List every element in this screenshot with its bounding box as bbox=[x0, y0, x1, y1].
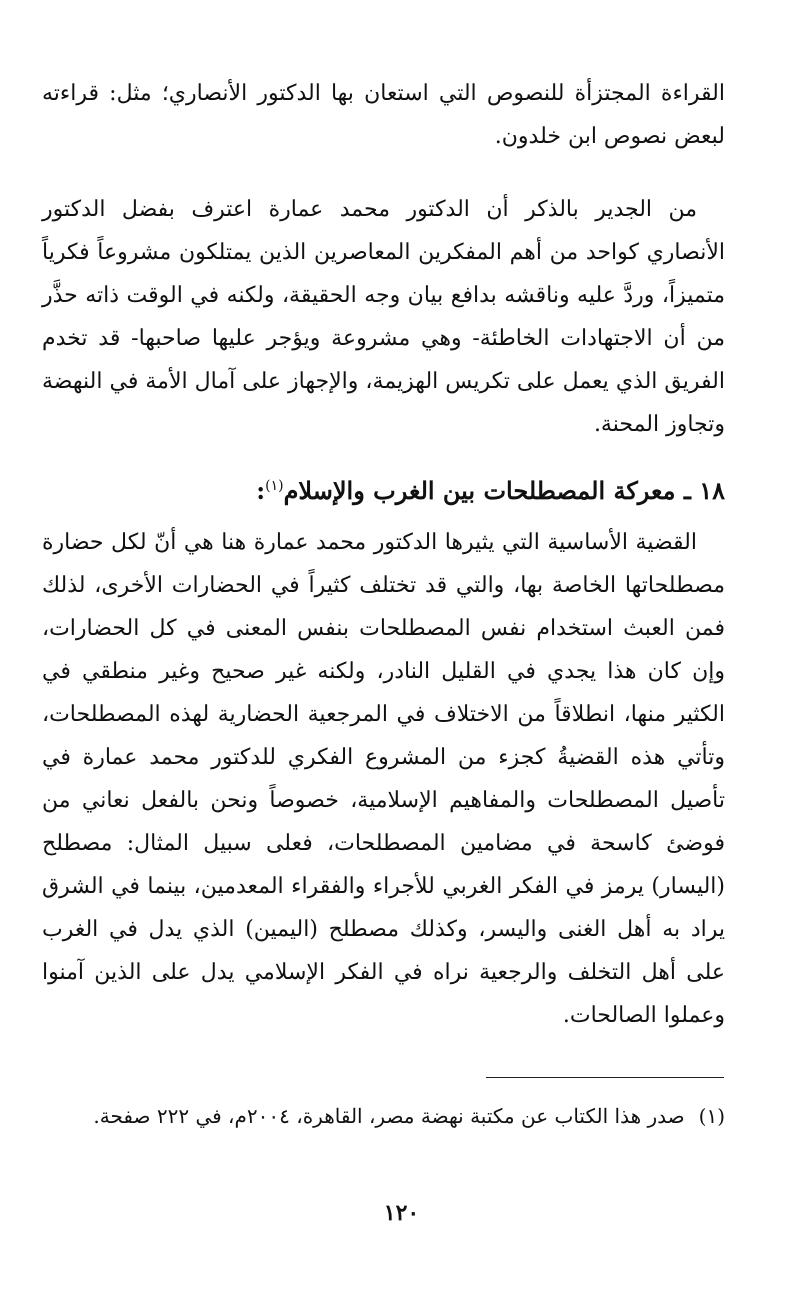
footnote-text: صدر هذا الكتاب عن مكتبة نهضة مصر، القاهرة، ٢٠٠٤م، في ٢٢٢ صفحة. bbox=[93, 1104, 685, 1128]
page-body bbox=[42, 72, 725, 1037]
paragraph-continuation: القراءة المجتزأة للنصوص التي استعان بها الدكتور الأنصاري؛ مثل: قراءته لبعض نصوص ابن خلدون. bbox=[42, 81, 725, 149]
footnote bbox=[40, 1098, 725, 1134]
footnote-marker: (١) bbox=[698, 1104, 725, 1128]
page-number: ١٢٠ bbox=[383, 1200, 420, 1226]
paragraph-ansari-recognition: من الجدير بالذكر أن الدكتور محمد عمارة اعترف بفضل الدكتور الأنصاري كواحد من أهم المفكرين المعاصرين الذين يمتلكون مشروعاً فكرياً متميزاً، وردَّ عليه وناقشه بدافع بيان وجه الحقيقة، ولكنه في الوقت ذاته حذَّر من أن الاجتهادات الخاطئة- وهي مشروعة ويؤجر عليها صاحبها- قد تخدم الفريق الذي يعمل على تكريس الهزيمة، والإجهاز على آمال الأمة في النهضة وتجاوز المحنة. bbox=[42, 197, 725, 437]
footnote-divider bbox=[486, 1077, 724, 1078]
section-heading bbox=[42, 464, 725, 513]
footnote-reference: (١) bbox=[265, 478, 284, 494]
paragraph-terminology: القضية الأساسية التي يثيرها الدكتور محمد عمارة هنا هي أنّ لكل حضارة مصطلحاتها الخاصة بها، والتي قد تختلف كثيراً في الحضارات الأخرى، لذلك فمن العبث استخدام نفس المصطلحات بنفس المعنى في كل الحضارات، وإن كان هذا يجدي في القليل النادر، ولكنه غير صحيح وغير منطقي في الكثير منها، انطلاقاً من الاختلاف في المرجعية الحضارية لهذه المصطلحات، وتأتي هذه القضيةُ كجزء من المشروع الفكري للدكتور محمد عمارة في تأصيل المصطلحات والمفاهيم الإسلامية، خصوصاً ونحن بالفعل نعاني من فوضئ كاسحة في مضامين المصطلحات، فعلى سبيل المثال: مصطلح (اليسار) يرمز في الفكر الغربي للأجراء والفقراء المعدمين، بينما في الشرق يراد به أهل الغنى واليسر، وكذلك مصطلح (اليمين) الذي يدل في الغرب على أهل التخلف والرجعية نراه في الفكر الإسلامي يدل على الذين آمنوا وعملوا الصالحات. bbox=[42, 530, 726, 1028]
section-heading-colon: : bbox=[256, 476, 266, 505]
section-heading-text: ١٨ ـ معركة المصطلحات بين الغرب والإسلام bbox=[283, 476, 725, 505]
